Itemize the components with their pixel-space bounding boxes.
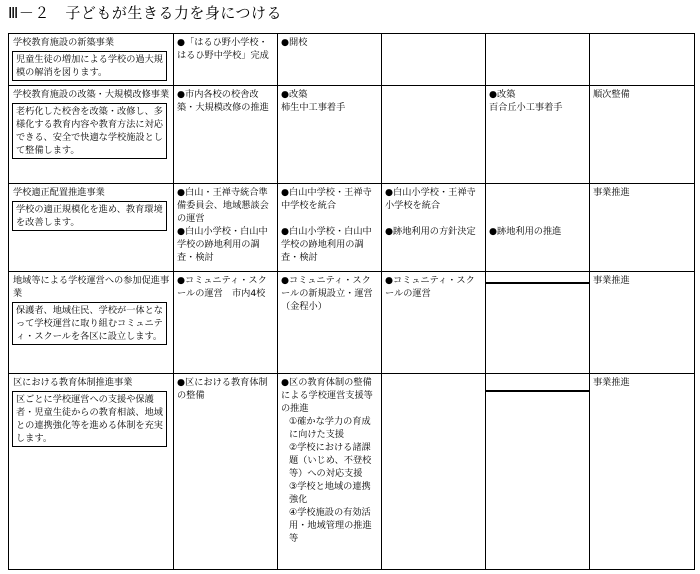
plan-cell	[382, 184, 486, 272]
plan-entry: ●区の教育体制の整備による学校運営支援等の推進	[281, 377, 373, 414]
list-item: ③学校と地域の連携強化	[289, 481, 371, 505]
plan-entry: ●白山小学校・白山中学校の跡地利用の調査・検討	[177, 226, 268, 263]
plan-cell	[278, 184, 382, 272]
plan-cell	[486, 272, 590, 374]
plan-cell	[486, 184, 590, 272]
project-title: 学校教育施設の新築事業	[13, 37, 115, 48]
plan-cell	[278, 34, 382, 86]
plan-entry: ●コミュニティ・スクールの運営	[385, 275, 475, 299]
plan-entry: ●市内各校の校舎改築・大規模改修の推進	[177, 89, 269, 113]
plan-entry: ●白山小学校・王禅寺小学校を統合	[385, 187, 476, 211]
list-item: ④学校施設の有効活用・地域管理の推進等	[289, 507, 372, 544]
project-cell	[9, 272, 174, 374]
plan-entry: 柿生中工事着手	[281, 102, 346, 113]
plan-cell	[174, 86, 278, 184]
plan-entry: ●区における教育体制の整備	[177, 377, 268, 401]
plan-cell	[590, 374, 695, 570]
plan-cell	[278, 374, 382, 570]
project-title: 地域等による学校運営への参加促進事業	[13, 275, 170, 299]
list-item: ②学校における諸課題（いじめ、不登校等）への対応支援	[289, 442, 372, 479]
plan-entry: ●白山・王禅寺統合準備委員会、地域懇談会の運営	[177, 187, 269, 224]
table-row	[9, 86, 695, 184]
plan-cell	[486, 86, 590, 184]
plan-entry: ●白山小学校・白山中学校の跡地利用の調査・検討	[281, 226, 372, 263]
project-description: 児童生徒の増加による学校の過大規模の解消を図ります。	[12, 51, 167, 81]
plan-cell	[174, 34, 278, 86]
plan-cell	[590, 184, 695, 272]
plan-cell	[174, 272, 278, 374]
plan-cell	[590, 34, 695, 86]
page-title: Ⅲ－２ 子どもが生きる力を身につける	[8, 4, 283, 22]
plan-entry: 事業推進	[593, 275, 630, 286]
plan-cell	[174, 184, 278, 272]
plan-entry: ●改築	[489, 89, 516, 100]
plan-cell	[174, 374, 278, 570]
plan-entry: （金程小）	[281, 301, 327, 312]
plan-entry: ●コミュニティ・スクールの運営 市内4校	[177, 275, 267, 299]
table-row	[9, 374, 695, 570]
plan-cell	[590, 86, 695, 184]
plan-entry: 順次整備	[593, 89, 630, 100]
plan-table	[8, 33, 695, 570]
continuation-arrow-icon	[486, 282, 590, 284]
project-title: 区における教育体制推進事業	[13, 377, 133, 388]
project-description: 老朽化した校舎を改築・改修し、多様化する教育内容や教育方法に対応できる、安全で快適な学校施設として整備します。	[12, 103, 167, 159]
table-row	[9, 272, 695, 374]
project-description: 学校の適正規模化を進め、教育環境を改善します。	[12, 201, 167, 231]
plan-cell	[486, 34, 590, 86]
plan-cell	[382, 34, 486, 86]
plan-cell	[382, 272, 486, 374]
plan-cell	[278, 86, 382, 184]
table-row	[9, 184, 695, 272]
list-item: ①確かな学力の育成に向けた支援	[289, 416, 371, 440]
plan-entry: 百合丘小工事着手	[489, 102, 563, 113]
plan-entry: ●跡地利用の推進	[489, 226, 562, 237]
project-title: 学校教育施設の改築・大規模改修事業	[13, 89, 170, 100]
plan-cell	[278, 272, 382, 374]
project-title: 学校適正配置推進事業	[13, 187, 105, 198]
plan-entry: 事業推進	[593, 187, 630, 198]
plan-cell	[382, 374, 486, 570]
plan-entry: ●白山中学校・王禅寺中学校を統合	[281, 187, 372, 211]
plan-cell	[382, 86, 486, 184]
continuation-arrow-icon	[486, 390, 590, 392]
table-row	[9, 34, 695, 86]
plan-entry: 事業推進	[593, 377, 630, 388]
plan-entry: ●「はるひ野小学校・はるひ野中学校」完成	[177, 37, 269, 61]
plan-entry: ●跡地利用の方針決定	[385, 226, 476, 237]
support-list	[281, 415, 378, 545]
project-cell	[9, 184, 174, 272]
plan-entry: ●コミュニティ・スクールの新規設立・運営	[281, 275, 373, 299]
project-cell	[9, 86, 174, 184]
plan-cell	[590, 272, 695, 374]
project-cell	[9, 34, 174, 86]
plan-entry: ●改築	[281, 89, 308, 100]
project-description: 区ごとに学校運営への支援や保護者・児童生徒からの教育相談、地域との連携強化等を進める体制を充実します。	[12, 391, 167, 447]
plan-entry: ●開校	[281, 37, 308, 48]
project-description: 保護者、地域住民、学校が一体となって学校運営に取り組むコミュニティ・スクールを各区に設立します。	[12, 302, 167, 345]
project-cell	[9, 374, 174, 570]
plan-cell	[486, 374, 590, 570]
